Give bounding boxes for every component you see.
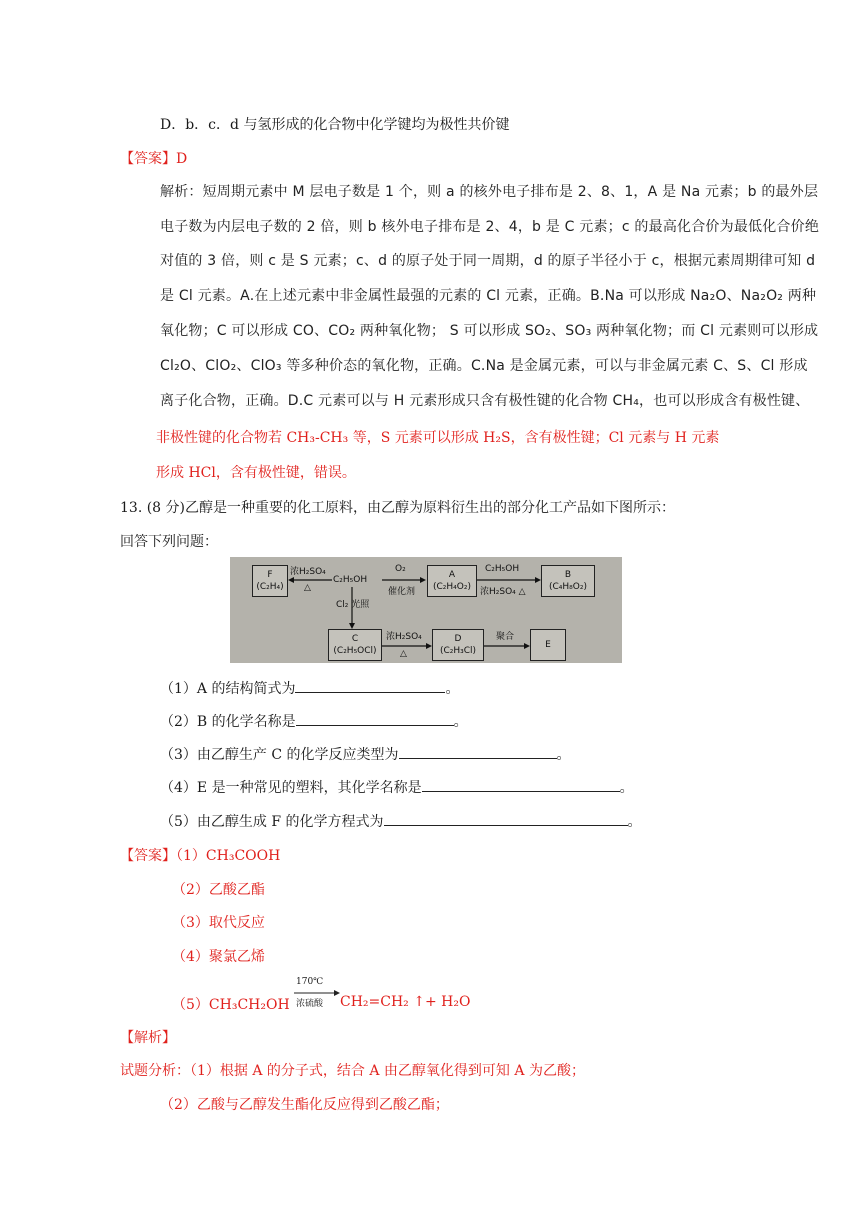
sub-question-1-end: 。 (445, 681, 460, 697)
arrow-b-bottom-label: 浓H₂SO₄ △ (480, 587, 526, 597)
q13-answer-4: （4）聚氯乙烯 (172, 949, 265, 965)
box-f-label: F (267, 570, 273, 580)
arrow-d-bottom-label: △ (400, 649, 407, 659)
arrow-c-label: Cl₂ 光照 (336, 600, 370, 610)
box-a-label: A (448, 570, 456, 580)
answer-value: D (176, 151, 188, 167)
sub-question-5-end: 。 (627, 814, 642, 830)
sub-question-4-end: 。 (619, 780, 634, 796)
box-f (252, 565, 288, 597)
reaction-scheme-diagram (230, 557, 622, 663)
box-c-label: C (351, 634, 359, 644)
arrow-a-bottom-label: 催化剂 (388, 587, 416, 597)
sub-question-3-end: 。 (556, 747, 571, 763)
sub-question-3-text: （3）由乙醇生产 C 的化学反应类型为 (160, 747, 399, 763)
explanation-line-1: 解析：短周期元素中 M 层电子数是 1 个，则 a 的核外电子排布是 2、8、1，A 是 Na 元素；b 的最外层 (160, 184, 819, 200)
ethanol-label: C₂H₅OH (333, 575, 368, 585)
box-d-label: D (454, 634, 462, 644)
box-c (328, 629, 382, 661)
analysis-line-2: （2）乙酸与乙醇发生酯化反应得到乙酸乙酯； (160, 1097, 449, 1113)
sub-question-1-blank (295, 679, 445, 693)
sub-question-1-text: （1）A 的结构简式为 (160, 681, 296, 697)
sub-question-3 (160, 744, 571, 764)
arrow-a-top-label: O₂ (395, 564, 406, 574)
q13-answer-1-text: （1）CH₃COOH (176, 848, 281, 864)
arrow-to-d (382, 641, 432, 651)
q13-prompt: 回答下列问题： (120, 534, 218, 550)
sub-question-1 (160, 678, 459, 698)
explanation-line-5: 氧化物；C 可以形成 CO、CO₂ 两种氧化物； S 可以形成 SO₂、SO₃ 两种氧化物；而 Cl 元素则可以形成 (160, 323, 819, 339)
explanation-line-4: 是 Cl 元素。A.在上述元素中非金属性最强的元素的 Cl 元素，正确。B.Na 可以形成 Na₂O、Na₂O₂ 两种 (160, 288, 817, 304)
explanation-line-2: 电子数为内层电子数的 2 倍，则 b 核外电子排布是 2、4，b 是 C 元素；c 的最高化合价为最低化合价绝 (160, 219, 820, 235)
arrow-f-top-label: 浓H₂SO₄ (290, 567, 326, 577)
box-b-label: B (564, 570, 572, 580)
arrow-f-bottom-label: △ (304, 583, 311, 593)
box-a (427, 565, 477, 597)
sub-question-3-blank (399, 745, 557, 759)
q13-answer-3: （3）取代反应 (172, 915, 265, 931)
box-c-formula: (C₂H₅OCl) (333, 646, 377, 656)
sub-question-4-text: （4）E 是一种常见的塑料，其化学名称是 (160, 780, 422, 796)
analysis-label: 【解析】 (120, 1030, 176, 1046)
sub-question-5-text: （5）由乙醇生成 F 的化学方程式为 (160, 814, 384, 830)
box-b-formula: (C₄H₈O₂) (549, 582, 587, 592)
sub-question-5-blank (384, 812, 628, 826)
q13-answer-5-reactant: （5）CH₃CH₂OH (172, 997, 290, 1013)
q13-answer-5-product: CH₂=CH₂ ↑+ H₂O (340, 994, 471, 1010)
sub-question-2-end: 。 (453, 714, 468, 730)
sub-question-2 (160, 711, 468, 731)
sub-question-2-blank (296, 712, 454, 726)
analysis-line-1: 试题分析：（1）根据 A 的分子式，结合 A 由乙醇氧化得到可知 A 为乙酸； (120, 1063, 585, 1079)
sub-question-4 (160, 777, 634, 797)
q13-stem: 13. (8 分)乙醇是一种重要的化工原料，由乙醇为原料衍生出的部分化工产品如下图所示： (120, 500, 675, 516)
sub-question-2-text: （2）B 的化学名称是 (160, 714, 296, 730)
box-a-formula: (C₂H₄O₂) (433, 582, 471, 592)
answer-label: 【答案】 (120, 151, 176, 167)
sub-question-5 (160, 811, 642, 831)
arrow-b-top-label: C₂H₅OH (485, 564, 520, 574)
q13-answer-1 (120, 845, 280, 865)
q13-answer-2: （2）乙酸乙酯 (172, 882, 265, 898)
arrow-d-top-label: 浓H₂SO₄ (386, 632, 422, 642)
explanation-line-7: 离子化合物，正确。D.C 元素可以与 H 元素形成只含有极性键的化合物 CH₄，也可以形成含有极性键、 (160, 393, 810, 409)
explanation-line-6: Cl₂O、ClO₂、ClO₃ 等多种价态的氧化物，正确。C.Na 是金属元素，可以与非金属元素 C、S、Cl 形成 (160, 358, 808, 374)
sub-question-4-blank (422, 778, 620, 792)
option-d: D．b．c．d 与氢形成的化合物中化学键均为极性共价键 (160, 117, 510, 133)
box-e-label: E (545, 640, 551, 650)
explanation-line-9: 形成 HCl，含有极性键，错误。 (156, 465, 356, 481)
box-d (432, 629, 484, 661)
box-e (530, 629, 566, 661)
arrow-to-e (484, 641, 530, 651)
explanation-line-8: 非极性键的化合物若 CH₃-CH₃ 等，S 元素可以形成 H₂S，含有极性键；Cl 元素与 H 元素 (156, 430, 720, 446)
q12-answer (120, 148, 187, 168)
q13-answer-label: 【答案】 (120, 848, 176, 864)
explanation-line-3: 对值的 3 倍，则 c 是 S 元素；c、d 的原子处于同一周期，d 的原子半径小于 c，根据元素周期律可知 d (160, 253, 816, 269)
box-d-formula: (C₂H₃Cl) (439, 646, 477, 656)
condition-top: 170℃ (296, 977, 324, 987)
box-f-formula: (C₂H₄) (256, 582, 284, 592)
arrow-e-top-label: 聚合 (496, 632, 515, 642)
box-b (541, 565, 595, 597)
condition-bottom: 浓硫酸 (296, 999, 324, 1009)
